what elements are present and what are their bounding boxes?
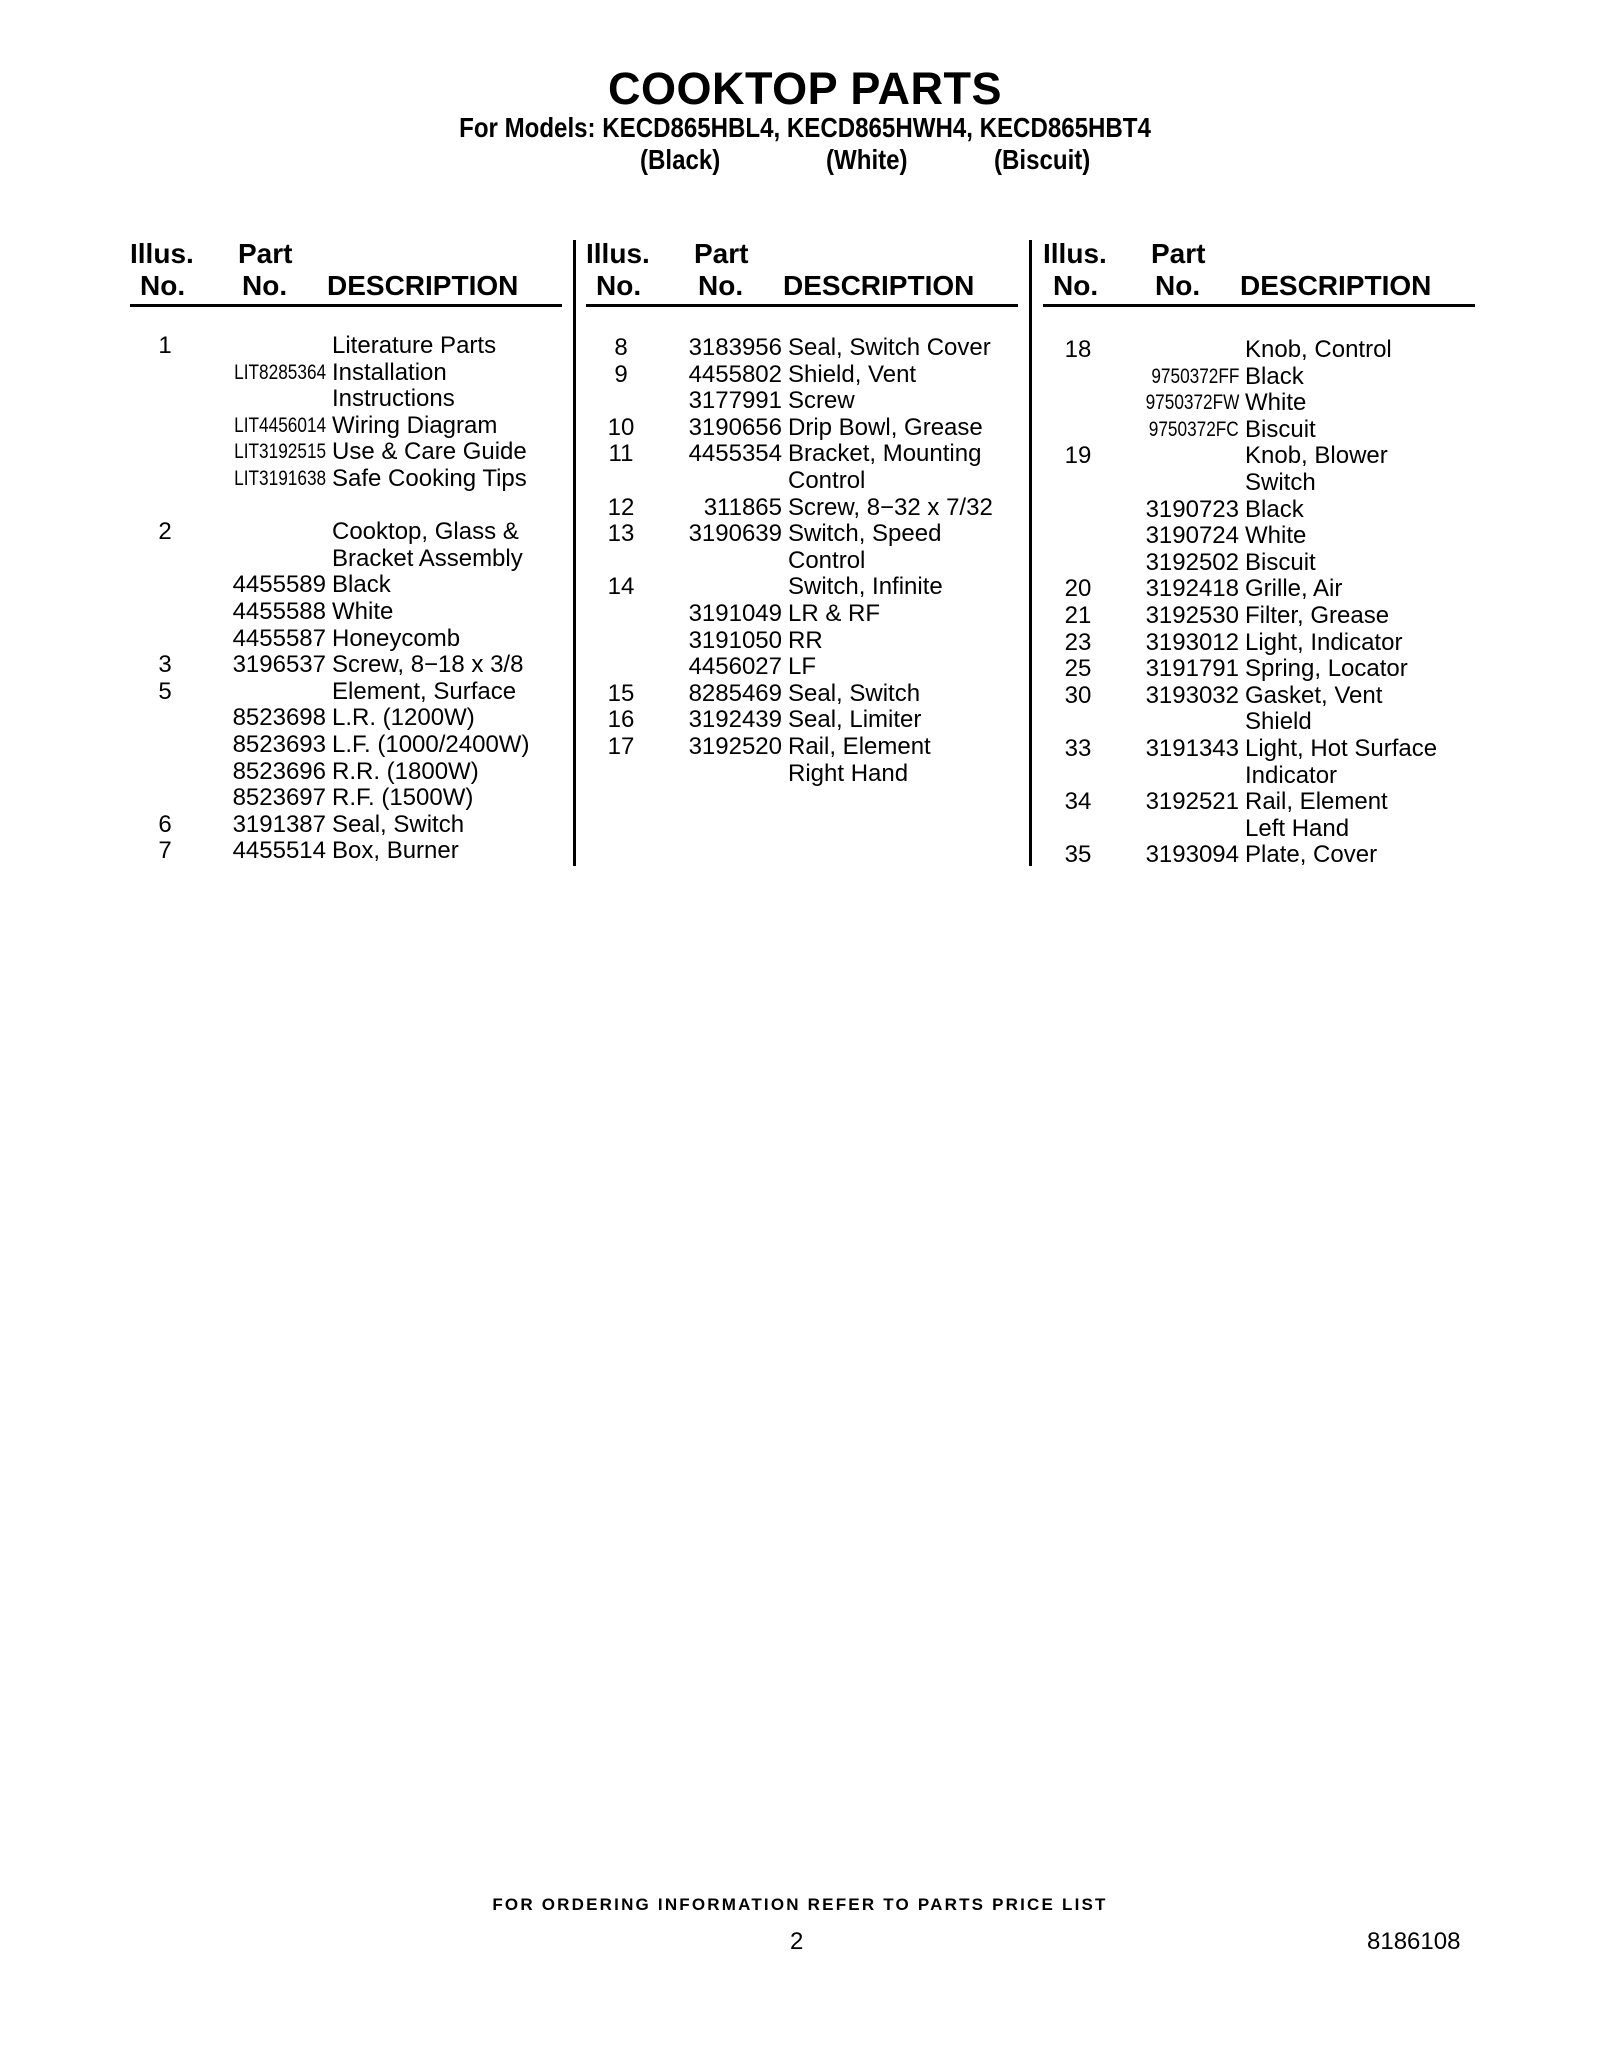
table-row <box>1043 497 1475 524</box>
part-description: Knob, Control <box>1245 336 1392 363</box>
part-description: Knob, Blower <box>1245 442 1388 470</box>
table-row <box>130 599 562 626</box>
part-description: LF <box>788 653 817 681</box>
part-number: 4455588 <box>232 597 326 625</box>
table-row <box>130 785 562 812</box>
illus-number: 5 <box>158 677 172 705</box>
part-description: Switch, Infinite <box>788 573 943 601</box>
part-description: Seal, Switch <box>788 679 921 707</box>
part-number: 3191049 <box>688 599 782 627</box>
description-header: DESCRIPTION <box>783 270 975 301</box>
illus-no-header: No. <box>1053 270 1099 301</box>
illus-no-header: No. <box>140 270 186 301</box>
illus-number: 13 <box>607 520 635 548</box>
table-row <box>130 546 562 573</box>
part-description: Grille, Air <box>1245 575 1343 603</box>
parts-list <box>586 335 1018 787</box>
part-number: 4456027 <box>688 653 782 681</box>
part-number: LIT3192515 <box>234 440 326 464</box>
part-number: 3192418 <box>1145 575 1239 603</box>
table-row <box>130 439 562 466</box>
part-header: Part <box>1151 238 1206 269</box>
part-description: Switch, Speed <box>788 520 942 548</box>
column-header <box>586 238 1018 307</box>
column-header <box>130 238 562 307</box>
part-number: 4455589 <box>232 571 326 599</box>
part-description: L.F. (1000/2400W) <box>332 730 530 758</box>
illus-number: 21 <box>1064 601 1092 629</box>
part-description: Literature Parts <box>332 332 497 359</box>
part-description: Rail, Element <box>788 732 931 760</box>
part-number: 3191343 <box>1145 734 1239 762</box>
table-row <box>586 441 1018 468</box>
table-row <box>586 734 1018 761</box>
part-description: Spring, Locator <box>1245 655 1408 683</box>
part-description: Left Hand <box>1245 814 1350 842</box>
table-row <box>1043 736 1475 763</box>
table-row <box>130 466 562 493</box>
table-row <box>1043 337 1475 364</box>
part-description: Light, Indicator <box>1245 628 1403 656</box>
table-row <box>130 333 562 360</box>
part-description: LR & RF <box>788 599 881 627</box>
table-row <box>1043 417 1475 444</box>
part-description: Rail, Element <box>1245 788 1388 816</box>
table-row <box>586 495 1018 522</box>
part-number: 3190723 <box>1145 495 1239 523</box>
illus-number: 2 <box>158 518 172 546</box>
illus-number: 30 <box>1064 681 1092 709</box>
table-row <box>1043 364 1475 391</box>
part-number: 3193032 <box>1145 681 1239 709</box>
part-description: Screw, 8−32 x 7/32 <box>788 493 993 521</box>
part-description: Cooktop, Glass & <box>332 518 519 546</box>
models-line: For Models: KECD865HBL4, KECD865HWH4, KECD865HBT4 <box>459 112 1151 143</box>
illus-header: Illus. <box>130 238 194 269</box>
part-description: RR <box>788 626 823 654</box>
table-row <box>586 548 1018 575</box>
table-row <box>586 335 1018 362</box>
illus-number: 1 <box>158 332 172 359</box>
document-number: 8186108 <box>1367 1928 1461 1955</box>
illus-number: 17 <box>607 732 635 760</box>
table-row <box>1043 576 1475 603</box>
table-row <box>586 415 1018 442</box>
table-row <box>1043 550 1475 577</box>
table-row <box>1043 443 1475 470</box>
part-number: 3192530 <box>1145 601 1239 629</box>
table-row <box>130 572 562 599</box>
table-row <box>586 628 1018 655</box>
part-description: Black <box>1245 495 1304 523</box>
part-description: Biscuit <box>1245 548 1316 576</box>
table-row <box>1043 709 1475 736</box>
part-description: Control <box>788 466 866 494</box>
part-description: Seal, Switch Cover <box>788 334 991 361</box>
illus-number: 12 <box>607 493 635 521</box>
part-number: LIT8285364 <box>234 360 326 384</box>
part-number: 4455587 <box>232 624 326 652</box>
illus-number: 11 <box>608 440 634 468</box>
table-row <box>1043 630 1475 657</box>
table-row <box>586 574 1018 601</box>
part-description: Instructions <box>332 385 455 413</box>
table-row <box>130 626 562 653</box>
part-number: 3190639 <box>688 520 782 548</box>
illus-number: 33 <box>1064 734 1092 762</box>
part-description: Safe Cooking Tips <box>332 464 527 492</box>
part-number: 3177991 <box>688 387 782 415</box>
part-number: 311865 <box>703 493 782 521</box>
part-description: Installation <box>332 358 447 386</box>
part-number: 4455354 <box>688 440 782 468</box>
part-number: 9750372FF <box>1150 364 1239 388</box>
part-description: Black <box>1245 362 1304 390</box>
part-description: Black <box>332 571 391 599</box>
parts-column-3 <box>1043 238 1475 869</box>
table-row <box>586 388 1018 415</box>
illus-header: Illus. <box>586 238 650 269</box>
part-number: 8523693 <box>232 730 326 758</box>
illus-number: 20 <box>1064 575 1092 603</box>
table-row <box>1043 390 1475 417</box>
parts-column-1 <box>130 238 562 865</box>
part-description: Screw <box>788 387 855 415</box>
description-header: DESCRIPTION <box>327 270 519 301</box>
column-divider <box>1029 240 1032 866</box>
part-description: Right Hand <box>788 759 909 787</box>
description-header: DESCRIPTION <box>1240 270 1432 301</box>
part-description: White <box>1245 522 1307 550</box>
table-row <box>1043 523 1475 550</box>
illus-number: 6 <box>158 810 172 838</box>
part-no-header: No. <box>698 270 744 301</box>
part-description: Shield, Vent <box>788 360 917 388</box>
table-row <box>130 732 562 759</box>
part-number: 3193094 <box>1145 841 1239 869</box>
part-description: Shield <box>1245 708 1312 736</box>
part-number: 3191050 <box>688 626 782 654</box>
part-description: Gasket, Vent <box>1245 681 1383 709</box>
part-number: LIT3191638 <box>234 466 326 490</box>
part-description: White <box>1245 389 1307 417</box>
illus-number: 3 <box>158 651 172 679</box>
part-number: 4455514 <box>232 837 326 865</box>
table-row <box>130 386 562 413</box>
part-number: 3190724 <box>1145 522 1239 550</box>
part-number: 9750372FW <box>1145 391 1239 415</box>
illus-number: 19 <box>1064 442 1092 470</box>
part-description: Switch <box>1245 468 1316 496</box>
parts-column-2 <box>586 238 1018 787</box>
part-number: 3192520 <box>688 732 782 760</box>
illus-number: 7 <box>158 837 172 865</box>
table-row <box>1043 656 1475 683</box>
page-number: 2 <box>790 1928 804 1955</box>
part-no-header: No. <box>242 270 288 301</box>
part-description: Biscuit <box>1245 415 1316 443</box>
parts-list <box>1043 337 1475 869</box>
illus-number: 25 <box>1064 655 1092 683</box>
part-number: 3192521 <box>1145 788 1239 816</box>
part-description: Seal, Switch <box>332 810 465 838</box>
page-title: COOKTOP PARTS <box>607 63 1003 114</box>
part-description: R.R. (1800W) <box>332 757 479 785</box>
illus-number: 14 <box>607 573 635 601</box>
part-number: 8523696 <box>232 757 326 785</box>
table-row <box>130 519 562 546</box>
table-row <box>130 838 562 865</box>
part-description: Wiring Diagram <box>332 411 498 439</box>
table-row <box>586 654 1018 681</box>
illus-number: 15 <box>607 679 635 707</box>
part-description: Bracket, Mounting <box>788 440 982 468</box>
column-divider <box>573 240 576 866</box>
illus-number: 9 <box>614 360 628 388</box>
part-number: 3196537 <box>232 651 326 679</box>
illus-number: 35 <box>1064 841 1092 869</box>
part-description: Control <box>788 546 866 574</box>
table-row <box>130 413 562 440</box>
part-description: Drip Bowl, Grease <box>788 413 983 441</box>
table-row <box>586 521 1018 548</box>
part-header: Part <box>238 238 293 269</box>
part-number: 8285469 <box>688 679 782 707</box>
part-number: 3191791 <box>1145 655 1239 683</box>
part-number: 3192502 <box>1145 548 1239 576</box>
part-number: LIT4456014 <box>234 413 326 437</box>
part-description: Box, Burner <box>332 837 459 865</box>
table-row <box>130 705 562 732</box>
table-row <box>130 652 562 679</box>
table-row <box>586 468 1018 495</box>
illus-number: 34 <box>1064 788 1092 816</box>
table-row <box>130 812 562 839</box>
illus-header: Illus. <box>1043 238 1107 269</box>
part-description: Light, Hot Surface <box>1245 734 1438 762</box>
part-number: 3190656 <box>688 413 782 441</box>
table-row <box>586 707 1018 734</box>
part-description: Element, Surface <box>332 677 517 705</box>
column-header <box>1043 238 1475 307</box>
table-row <box>130 759 562 786</box>
table-row <box>586 362 1018 389</box>
part-header: Part <box>694 238 749 269</box>
part-number: 3193012 <box>1145 628 1239 656</box>
part-number: 8523697 <box>232 784 326 812</box>
table-row <box>1043 842 1475 869</box>
table-row <box>1043 603 1475 630</box>
table-row <box>586 761 1018 788</box>
part-number: 4455802 <box>688 360 782 388</box>
part-description: Use & Care Guide <box>332 438 527 466</box>
illus-no-header: No. <box>596 270 642 301</box>
color-biscuit-label: (Biscuit) <box>994 144 1091 175</box>
table-row <box>586 681 1018 708</box>
color-black-label: (Black) <box>640 144 721 175</box>
table-row <box>1043 816 1475 843</box>
illus-number: 23 <box>1064 628 1092 656</box>
part-description: Plate, Cover <box>1245 841 1378 869</box>
part-number: 3183956 <box>688 334 782 361</box>
part-no-header: No. <box>1155 270 1201 301</box>
illus-number: 16 <box>607 706 635 734</box>
part-description: Filter, Grease <box>1245 601 1390 629</box>
table-row <box>130 679 562 706</box>
table-row <box>130 360 562 387</box>
illus-number: 8 <box>614 334 628 361</box>
part-description: Honeycomb <box>332 624 461 652</box>
part-description: R.F. (1500W) <box>332 784 474 812</box>
parts-list <box>130 333 562 865</box>
table-row <box>1043 470 1475 497</box>
illus-number: 18 <box>1064 336 1092 363</box>
part-description: White <box>332 597 394 625</box>
part-description: Indicator <box>1245 761 1338 789</box>
part-description: Screw, 8−18 x 3/8 <box>332 651 524 679</box>
part-description: Bracket Assembly <box>332 544 523 572</box>
color-white-label: (White) <box>826 144 908 175</box>
part-number: 8523698 <box>232 704 326 732</box>
table-row <box>1043 763 1475 790</box>
table-row <box>586 601 1018 628</box>
ordering-note: FOR ORDERING INFORMATION REFER TO PARTS PRICE LIST <box>492 1895 1108 1914</box>
table-row <box>1043 683 1475 710</box>
table-row <box>1043 789 1475 816</box>
part-number: 3192439 <box>688 706 782 734</box>
part-description: L.R. (1200W) <box>332 704 475 732</box>
table-row <box>130 493 562 520</box>
illus-number: 10 <box>607 413 635 441</box>
part-number: 3191387 <box>232 810 326 838</box>
part-number: 9750372FC <box>1149 417 1239 441</box>
part-description: Seal, Limiter <box>788 706 922 734</box>
